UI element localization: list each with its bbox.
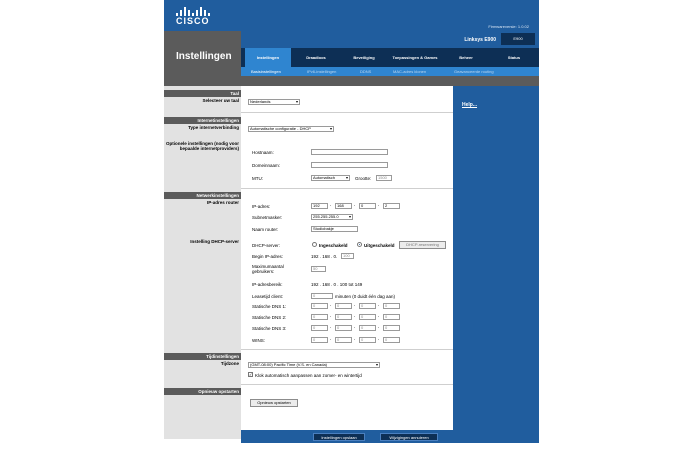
router-name-input[interactable]: Studiobakje xyxy=(311,226,358,232)
dns1-label: Statische DNS 1: xyxy=(252,304,287,309)
section-reboot-title: Opnieuw opstarten xyxy=(164,388,241,395)
firmware-version: Firmwareversie: 1.0.02 xyxy=(488,24,529,29)
lease-time-unit: minuten (0 duidt één dag aan) xyxy=(335,294,396,299)
subnet-label: Subnetmasker: xyxy=(252,215,283,220)
dst-label: Klok automatisch aanpassen aan zomer- en wintertijd xyxy=(255,373,362,378)
tab-instellingen[interactable]: Instellingen xyxy=(245,48,291,67)
dot-separator: . xyxy=(330,313,332,319)
dns2-octet-1[interactable]: 0 xyxy=(311,314,328,320)
max-users-input[interactable]: 50 xyxy=(311,266,326,272)
max-users-label: Maximumaantal gebruikers: xyxy=(252,264,284,274)
footer-bar xyxy=(241,430,539,443)
dns3-octet-2[interactable]: 0 xyxy=(335,325,352,331)
start-ip-prefix: 192 . 168 . 0. xyxy=(311,254,338,259)
dot-separator: . xyxy=(378,302,380,308)
dot-separator: . xyxy=(330,202,332,208)
ip-octet-3[interactable]: 0 xyxy=(359,203,376,209)
router-ip-label: IP-adres router xyxy=(206,200,239,205)
subtab-basisinstellingen[interactable]: Basisinstellingen xyxy=(251,69,281,74)
subtab-mac-klonen[interactable]: MAC-adres klonen xyxy=(393,69,427,74)
dhcp-enabled-radio[interactable] xyxy=(312,242,317,247)
section-time-title: Tijdinstellingen xyxy=(164,353,241,360)
section-taal-title: Taal xyxy=(164,90,241,97)
tab-draadloos[interactable]: Draadloos xyxy=(306,55,326,60)
save-settings-button[interactable]: Instellingen opslaan xyxy=(313,433,365,441)
connection-type-value: Automatische configuratie - DHCP xyxy=(250,126,311,131)
ip-octet-1[interactable]: 192 xyxy=(311,203,328,209)
dhcp-section-label: Instelling DHCP-server xyxy=(190,239,239,244)
mtu-select[interactable] xyxy=(311,175,350,181)
main-tabs xyxy=(241,48,539,67)
wins-label: WINS: xyxy=(252,338,265,343)
dot-separator: . xyxy=(330,336,332,342)
dot-separator: . xyxy=(354,313,356,319)
cancel-changes-button[interactable]: Wijzigingen annuleren xyxy=(380,433,438,441)
ip-range-value: 192 . 168 . 0 . 100 tot 149 xyxy=(311,282,363,287)
reboot-button[interactable]: Opnieuw opstarten xyxy=(250,399,298,407)
dhcp-server-label: DHCP-server: xyxy=(252,243,281,248)
dns1-octet-1[interactable]: 0 xyxy=(311,303,328,309)
lease-time-input[interactable]: 0 xyxy=(311,293,333,299)
left-label-panel xyxy=(164,86,241,439)
dns3-label: Statische DNS 3: xyxy=(252,326,287,331)
wins-octet-1[interactable]: 0 xyxy=(311,337,328,343)
dns1-octet-4[interactable]: 0 xyxy=(383,303,400,309)
subtab-geavanceerde-routing[interactable]: Geavanceerde routing xyxy=(454,69,494,74)
dhcp-reservation-button[interactable]: DHCP-reservering xyxy=(399,241,446,249)
subnet-select[interactable] xyxy=(311,214,353,220)
timezone-label: Tijdzone xyxy=(220,361,239,366)
router-admin-page xyxy=(164,0,539,453)
dns1-octet-3[interactable]: 0 xyxy=(359,303,376,309)
divider xyxy=(241,112,453,113)
model-strip xyxy=(241,31,539,48)
dot-separator: . xyxy=(354,324,356,330)
tab-status[interactable]: Status xyxy=(507,55,521,60)
main-form xyxy=(241,86,453,439)
subnet-value: 255.255.255.0 xyxy=(313,214,339,219)
wins-octet-2[interactable]: 0 xyxy=(335,337,352,343)
lease-time-label: Leasetijd client: xyxy=(252,294,284,299)
wins-octet-4[interactable]: 0 xyxy=(383,337,400,343)
dns3-octet-3[interactable]: 0 xyxy=(359,325,376,331)
dropdown-arrow-icon: ▾ xyxy=(348,214,351,219)
connection-type-label: Type internetverbinding xyxy=(188,125,239,130)
mtu-label: MTU: xyxy=(252,176,263,181)
ip-address-label: IP-adres: xyxy=(252,204,271,209)
ip-range-label: IP-adresbereik: xyxy=(252,282,283,287)
dropdown-arrow-icon: ▾ xyxy=(329,126,332,131)
sub-tabs xyxy=(241,67,539,76)
ip-octet-4[interactable]: 2 xyxy=(383,203,400,209)
cisco-logo xyxy=(176,6,216,26)
domain-input[interactable] xyxy=(311,162,388,168)
ip-octet-2[interactable]: 168 xyxy=(335,203,352,209)
model-name: Linksys E900 xyxy=(464,37,496,43)
divider xyxy=(241,188,453,189)
optional-settings-label: Optionele instellingen (nodig voor bepaalde internetproviders) xyxy=(166,141,239,151)
mtu-value: Automatisch xyxy=(313,175,336,180)
domain-label: Domeinnaam: xyxy=(252,163,281,168)
hostname-label: Hostnaam: xyxy=(252,150,274,155)
divider xyxy=(241,384,453,385)
dns1-octet-2[interactable]: 0 xyxy=(335,303,352,309)
mtu-size-input[interactable]: 1500 xyxy=(376,175,392,181)
dot-separator: . xyxy=(378,202,380,208)
dot-separator: . xyxy=(378,313,380,319)
dropdown-arrow-icon: ▾ xyxy=(375,362,378,367)
timezone-select[interactable] xyxy=(248,362,380,368)
router-name-label: Naam router: xyxy=(252,227,279,232)
dst-checkbox[interactable]: ✓ xyxy=(249,372,253,377)
connection-type-select[interactable] xyxy=(248,126,334,132)
dns2-octet-3[interactable]: 0 xyxy=(359,314,376,320)
section-internet-title: Internetinstellingen xyxy=(164,117,241,124)
dns3-octet-1[interactable]: 0 xyxy=(311,325,328,331)
model-code-badge: E900 xyxy=(501,33,535,45)
dropdown-arrow-icon: ▾ xyxy=(295,99,298,104)
dns3-octet-4[interactable]: 0 xyxy=(383,325,400,331)
language-select[interactable] xyxy=(248,99,300,105)
divider xyxy=(241,349,453,350)
cisco-wordmark: CISCO xyxy=(176,16,210,26)
dot-separator: . xyxy=(354,336,356,342)
dhcp-enabled-label: Ingeschakeld xyxy=(319,243,348,248)
dns2-octet-2[interactable]: 0 xyxy=(335,314,352,320)
brand-bar xyxy=(164,0,539,31)
language-value: Nederlands xyxy=(250,99,271,104)
dot-separator: . xyxy=(354,302,356,308)
mtu-size-label: Grootte: xyxy=(355,176,372,181)
dot-separator: . xyxy=(330,324,332,330)
tab-beheer[interactable]: Beheer xyxy=(459,55,473,60)
wins-octet-3[interactable]: 0 xyxy=(359,337,376,343)
page-title: Instellingen xyxy=(176,51,232,62)
subtab-ddns[interactable]: DDNS xyxy=(360,69,372,74)
language-label: Selecteer uw taal xyxy=(202,98,239,103)
subtab-ipv6[interactable]: IPv6-instellingen xyxy=(307,69,337,74)
cisco-bridge-icon xyxy=(176,6,216,16)
dns2-octet-4[interactable]: 0 xyxy=(383,314,400,320)
tab-toepassingen-games[interactable]: Toepassingen & Games xyxy=(392,55,438,60)
help-panel xyxy=(453,86,539,439)
dot-separator: . xyxy=(330,302,332,308)
dhcp-disabled-radio[interactable] xyxy=(357,242,362,247)
dhcp-disabled-label: Uitgeschakeld xyxy=(364,243,395,248)
section-network-title: Netwerkinstellingen xyxy=(164,192,241,199)
title-panel xyxy=(164,31,241,86)
title-bar xyxy=(164,31,539,86)
dropdown-arrow-icon: ▾ xyxy=(345,175,348,180)
dot-separator: . xyxy=(378,324,380,330)
dns2-label: Statische DNS 2: xyxy=(252,315,287,320)
timezone-value: (GMT-08:00) Pacific Time (V.S. en Canada) xyxy=(250,362,327,367)
dot-separator: . xyxy=(354,202,356,208)
start-ip-label: Begin IP-adres: xyxy=(252,254,284,259)
tab-beveiliging[interactable]: Beveiliging xyxy=(353,55,375,60)
dot-separator: . xyxy=(378,336,380,342)
help-link[interactable]: Help... xyxy=(462,102,478,108)
start-ip-last-octet[interactable]: 100 xyxy=(341,253,354,259)
hostname-input[interactable] xyxy=(311,149,388,155)
